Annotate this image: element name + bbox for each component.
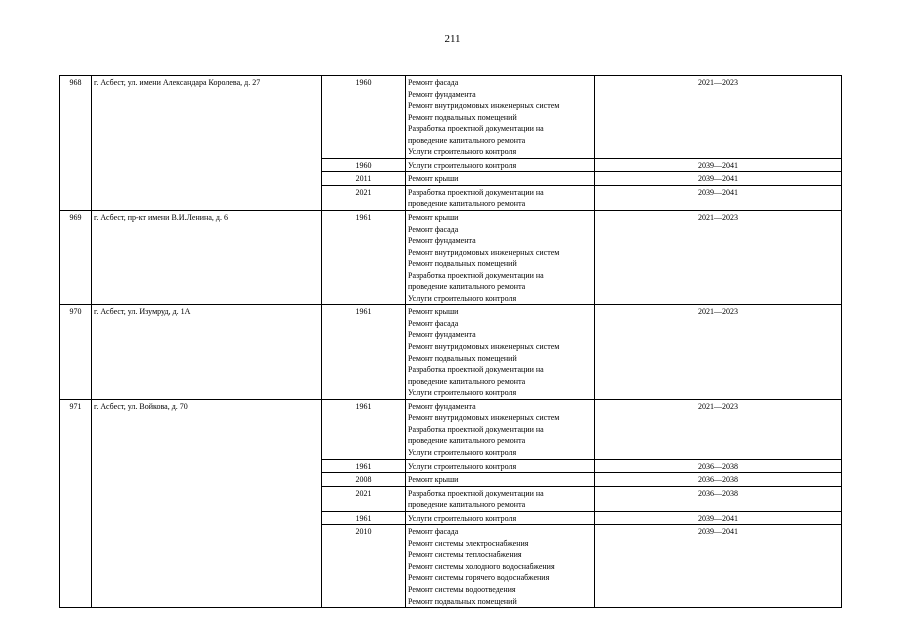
work-item: Ремонт подвальных помещений [408,112,517,122]
work-item: Ремонт внутридомовых инженерных систем [408,342,560,352]
work-types [406,399,595,459]
work-item: Ремонт системы водоотведения [408,584,516,594]
work-item: Разработка проектной документации на [408,424,544,434]
table-row [60,211,842,305]
work-period: 2021—2023 [595,305,842,399]
object-number: 970 [60,305,92,399]
work-item: Ремонт подвальных помещений [408,353,517,363]
work-item: Ремонт системы электроснабжения [408,538,529,548]
work-item: Ремонт фундамента [408,89,476,99]
work-period: 2036—2038 [595,473,842,487]
work-item: Ремонт фасада [408,224,459,234]
work-period: 2039—2041 [595,185,842,210]
work-year: 1960 [322,76,406,159]
work-year: 1961 [322,305,406,399]
work-types [406,459,595,473]
page-number: 211 [444,33,461,45]
work-types [406,158,595,172]
work-period: 2039—2041 [595,525,842,608]
work-types [406,172,595,186]
work-year: 2021 [322,486,406,511]
table-row [60,399,842,459]
work-year: 1961 [322,459,406,473]
work-item: Ремонт системы горячего водоснабжения [408,573,550,583]
work-types [406,486,595,511]
work-types [406,525,595,608]
work-item: Ремонт крыши [408,475,459,485]
work-types [406,185,595,210]
work-item: проведение капитального ремонта [408,436,526,446]
work-period: 2036—2038 [595,459,842,473]
work-item: Ремонт фундамента [408,330,476,340]
work-item: Услуги строительного контроля [408,513,517,523]
work-year: 1961 [322,511,406,525]
work-item: проведение капитального ремонта [408,376,526,386]
work-item: проведение капитального ремонта [408,282,526,292]
work-types [406,211,595,305]
work-year: 1961 [322,211,406,305]
work-item: Ремонт фасада [408,318,459,328]
work-item: Ремонт подвальных помещений [408,259,517,269]
work-item: Ремонт крыши [408,213,459,223]
object-number: 971 [60,399,92,607]
capital-repair-table [59,75,842,608]
work-item: Разработка проектной документации на [408,488,544,498]
work-year: 2011 [322,172,406,186]
work-item: Разработка проектной документации на [408,124,544,134]
work-item: проведение капитального ремонта [408,135,526,145]
work-item: Разработка проектной документации на [408,365,544,375]
table-row [60,76,842,159]
work-year: 2010 [322,525,406,608]
work-item: Ремонт крыши [408,174,459,184]
work-period: 2036—2038 [595,486,842,511]
work-item: Ремонт внутридомовых инженерных систем [408,101,560,111]
work-item: Ремонт подвальных помещений [408,596,517,606]
work-period: 2021—2023 [595,399,842,459]
work-period: 2039—2041 [595,158,842,172]
work-item: проведение капитального ремонта [408,199,526,209]
work-item: Услуги строительного контроля [408,461,517,471]
work-item: Услуги строительного контроля [408,147,517,157]
work-types [406,511,595,525]
work-types [406,305,595,399]
work-item: Ремонт крыши [408,307,459,317]
work-year: 2021 [322,185,406,210]
work-period: 2039—2041 [595,511,842,525]
work-item: Ремонт фундамента [408,236,476,246]
work-item: Услуги строительного контроля [408,447,517,457]
object-address: г. Асбест, ул. имени Александара Королева, д. 27 [92,76,322,211]
work-item: проведение капитального ремонта [408,500,526,510]
object-number: 969 [60,211,92,305]
work-year: 1960 [322,158,406,172]
object-address: г. Асбест, ул. Изумруд, д. 1А [92,305,322,399]
work-item: Ремонт системы холодного водоснабжения [408,561,555,571]
work-item: Ремонт внутридомовых инженерных систем [408,413,560,423]
work-year: 1961 [322,399,406,459]
work-item: Ремонт фасада [408,78,459,87]
work-period: 2039—2041 [595,172,842,186]
work-item: Услуги строительного контроля [408,160,517,170]
work-item: Услуги строительного контроля [408,388,517,398]
work-item: Ремонт внутридомовых инженерных систем [408,247,560,257]
work-item: Разработка проектной документации на [408,187,544,197]
work-types [406,76,595,159]
object-address: г. Асбест, пр-кт имени В.И.Ленина, д. 6 [92,211,322,305]
work-period: 2021—2023 [595,76,842,159]
work-period: 2021—2023 [595,211,842,305]
work-item: Разработка проектной документации на [408,270,544,280]
work-year: 2008 [322,473,406,487]
work-item: Ремонт фундамента [408,401,476,411]
table-row [60,305,842,399]
work-item: Ремонт системы теплоснабжения [408,550,522,560]
object-address: г. Асбест, ул. Войкова, д. 70 [92,399,322,607]
work-item: Услуги строительного контроля [408,293,517,303]
object-number: 968 [60,76,92,211]
work-item: Ремонт фасада [408,527,459,537]
work-types [406,473,595,487]
